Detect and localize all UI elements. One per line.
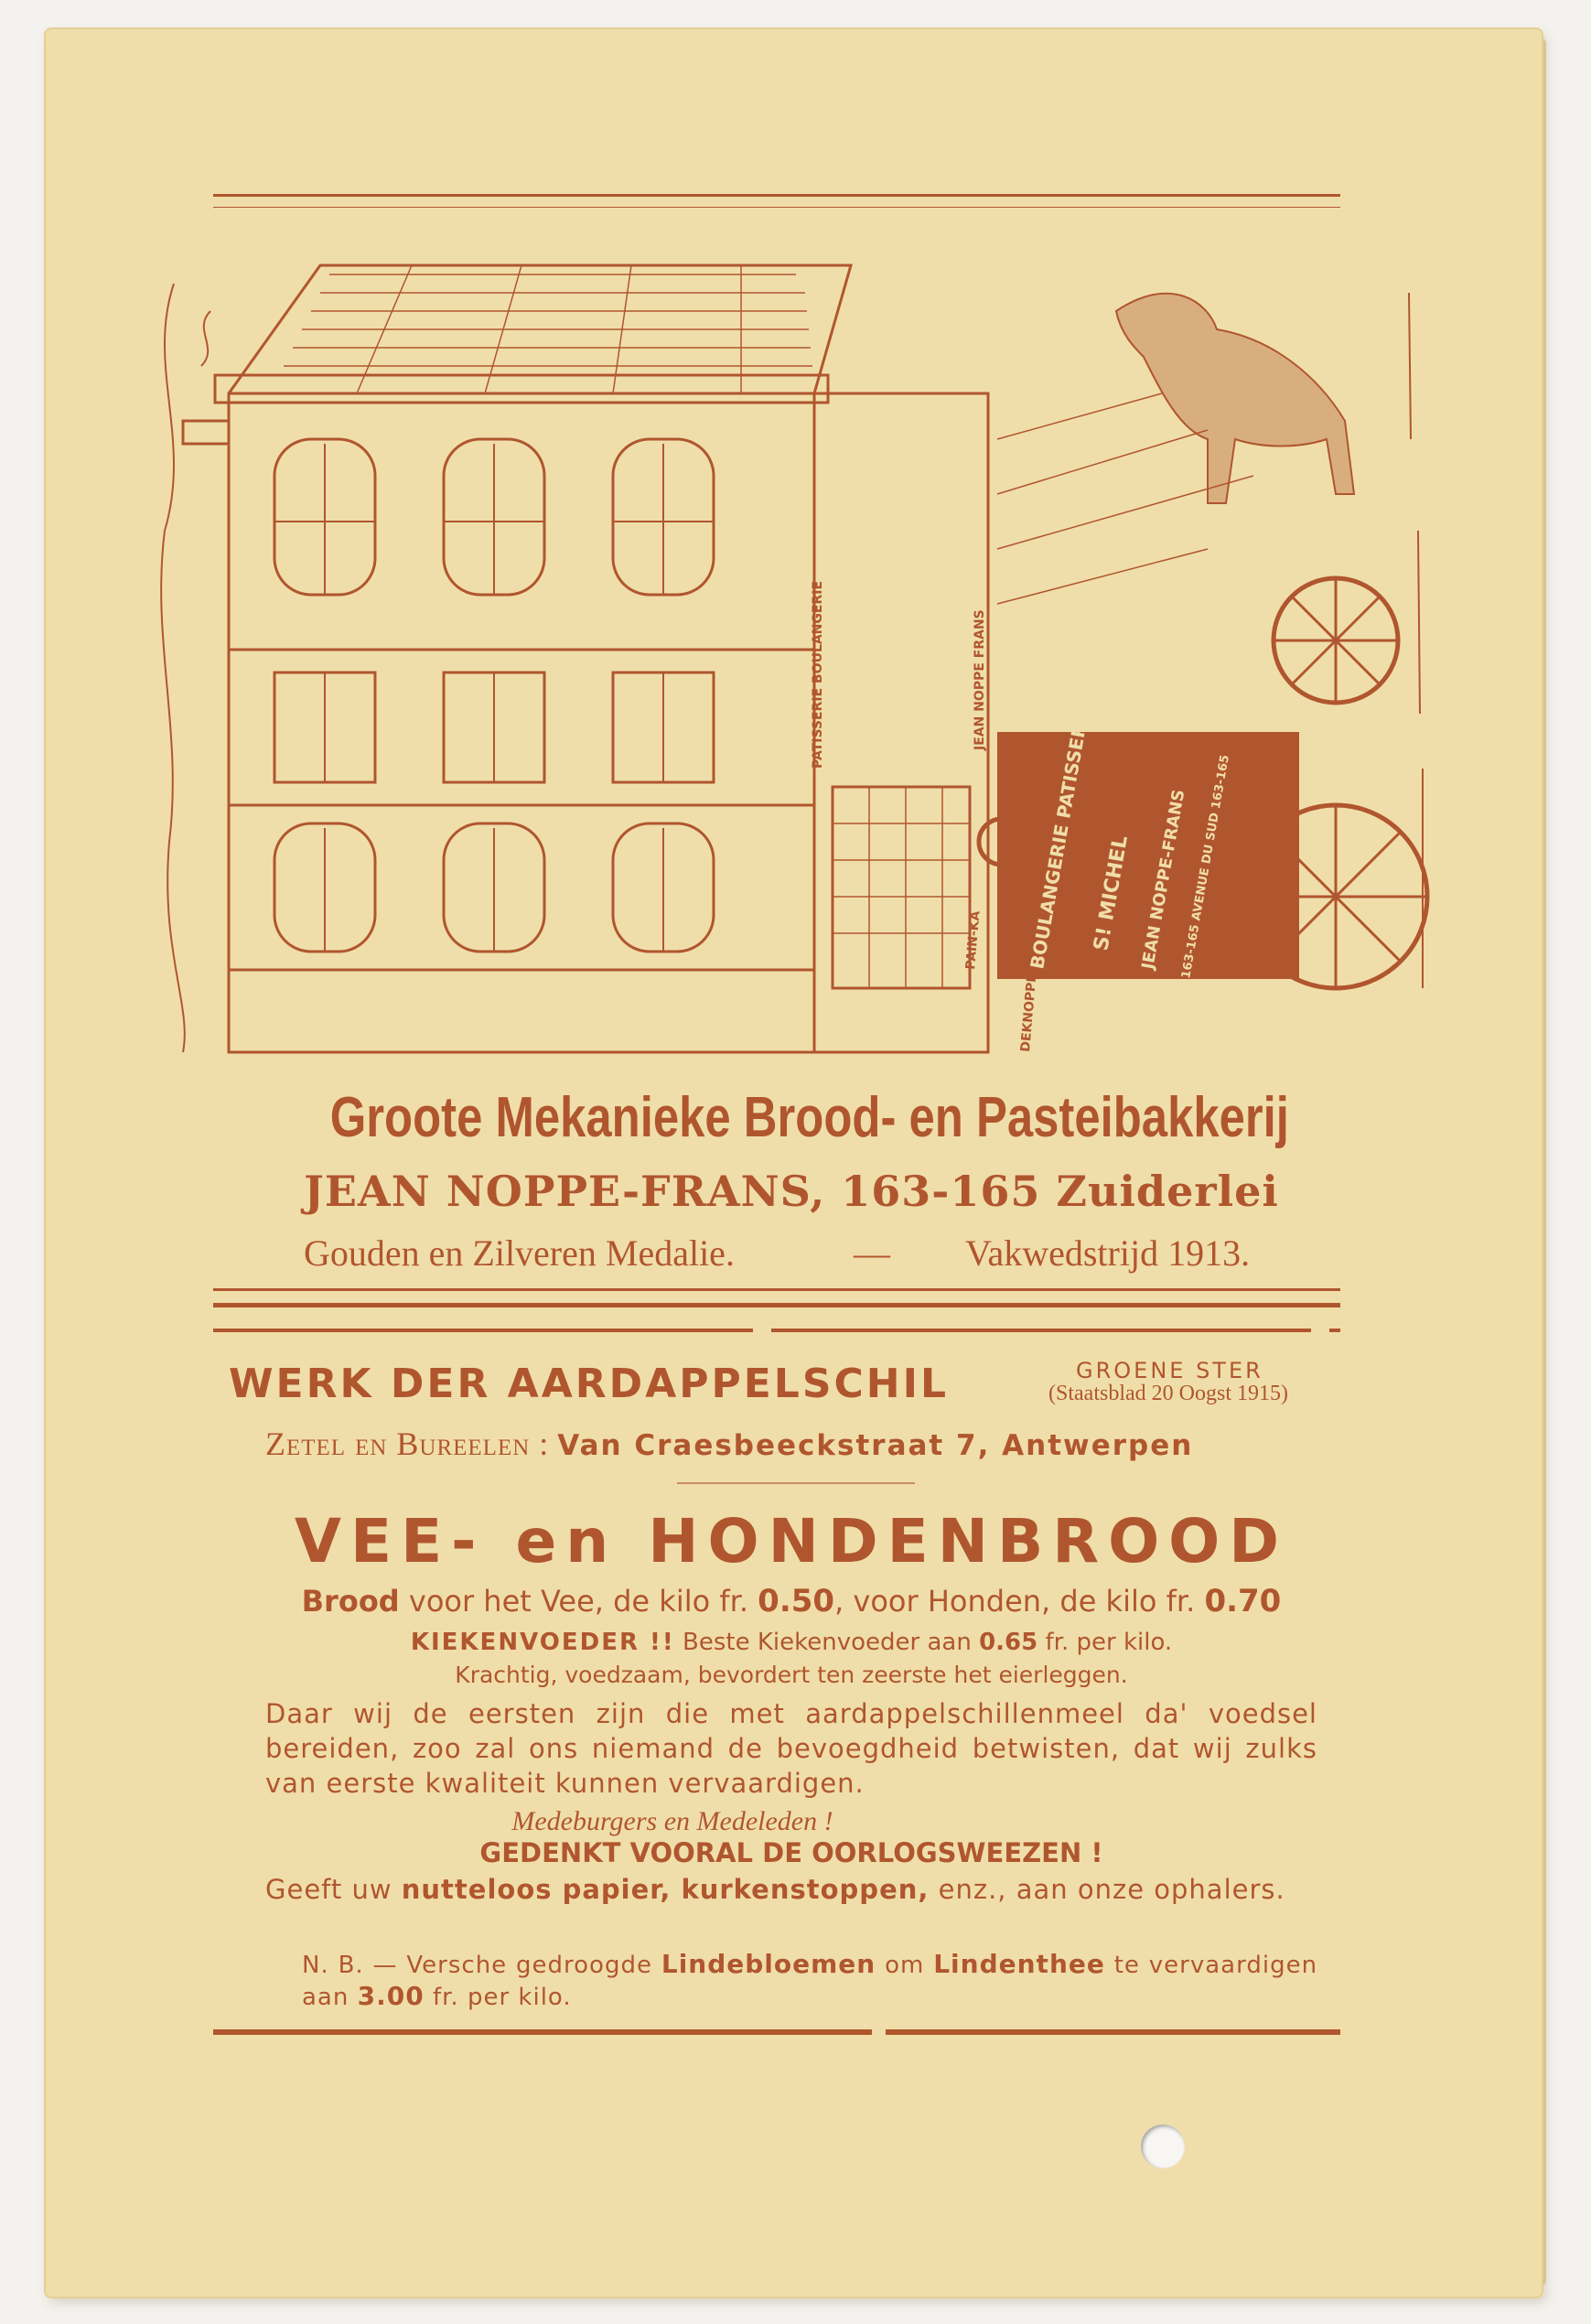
short-divider (677, 1482, 915, 1484)
geeft-post: enz., aan onze ophalers. (938, 1874, 1285, 1905)
price-1: 0.50 (758, 1583, 835, 1619)
cart-label-dek: DEKNOPPE (1018, 973, 1040, 1053)
cart-text-4: 163-165 AVENUE DU SUD 163-165 (1179, 753, 1232, 980)
shop-sign-vertical-2: JEAN NOPPE FRANS (973, 609, 987, 750)
kieken-line (229, 1627, 1354, 1658)
nb-mid: om (885, 1952, 925, 1979)
zetel-line (265, 1424, 1193, 1466)
vee-headline: VEE- en HONDENBROOD (294, 1506, 1289, 1576)
werk-address: Van Craesbeeckstraat 7, Antwerpen (557, 1429, 1194, 1462)
medal-text: Gouden en Zilveren Medalie. (304, 1232, 735, 1274)
paragraph-nb (302, 1949, 1317, 2013)
werk-title: WERK DER AARDAPPELSCHIL (229, 1361, 950, 1407)
nb-price: 3.00 (357, 1981, 425, 2011)
nb-pre: N. B. — Versche gedroogde (302, 1952, 652, 1979)
middle-rule-dashed (213, 1329, 1340, 1332)
kieken-unit: fr. per kilo. (1045, 1629, 1173, 1656)
price-line (229, 1583, 1354, 1619)
kieken-text: Beste Kiekenvoeder aan (683, 1629, 972, 1656)
cart-text-3: JEAN NOPPE-FRANS (1138, 788, 1189, 971)
cart-text-1: BOULANGERIE PATISSERIE (1026, 703, 1094, 971)
nb-lindenthee: Lindenthee (933, 1949, 1105, 1979)
paragraph-1: Daar wij de eersten zijn die met aardappelschillenmeel da' voedsel bereiden, zoo zal ons niemand de bevoegdheid betwisten, dat wij zulks van eerste kwaliteit kunnen vervaardigen. (265, 1698, 1317, 1799)
kieken-price: 0.65 (979, 1629, 1038, 1656)
bakery-owner: JEAN NOPPE-FRANS, 163-165 Zuiderlei (304, 1167, 1279, 1216)
price-brood: Brood (301, 1584, 400, 1619)
middle-rule-thin (213, 1288, 1340, 1291)
medeburgers: Medeburgers en Medeleden ! (511, 1806, 833, 1836)
kieken-line-2: Krachtig, voedzaam, bevordert ten zeerste het eierleggen. (455, 1662, 1128, 1688)
kieken-label: KIEKENVOEDER !! (410, 1629, 675, 1656)
shop-sign-vertical-1: PATISSERIE BOULANGERIE (811, 580, 825, 769)
top-rule (213, 194, 1340, 197)
gedenkt: GEDENKT VOORAL DE OORLOGSWEEZEN ! (479, 1837, 1103, 1868)
middle-rule (213, 1303, 1340, 1307)
contest-text: Vakwedstrijd 1913. (965, 1232, 1251, 1274)
top-rule-thin (213, 207, 1340, 208)
medal-dash: — (854, 1232, 890, 1274)
cart-label-pain: PAIN-KA (963, 909, 984, 971)
geeft-bold: nutteloos papier, kurkenstoppen, (401, 1874, 930, 1905)
paragraph-geeft (265, 1872, 1317, 1907)
nb-post-2: fr. per kilo. (432, 1984, 572, 2011)
nb-post-1: te vervaardigen aan (302, 1952, 1318, 2011)
staatsblad: (Staatsblad 20 Oogst 1915) (1048, 1382, 1288, 1405)
punch-hole (1141, 2125, 1185, 2168)
bakery-building-illustration (156, 256, 1436, 1061)
bottom-rule (213, 2029, 1340, 2035)
price-text-2: , voor Honden, de kilo fr. (834, 1584, 1196, 1619)
nb-lindebloemen: Lindebloemen (661, 1949, 876, 1979)
geeft-pre: Geeft uw (265, 1874, 392, 1905)
bakery-title: Groote Mekanieke Brood- en Pasteibakkerij (329, 1086, 1289, 1149)
groene-ster: GROENE STER (1076, 1358, 1263, 1383)
price-2: 0.70 (1204, 1583, 1282, 1619)
cart-text-2: S! MICHEL (1090, 834, 1134, 953)
zetel-label: Zetel en Bureelen : (265, 1426, 550, 1462)
price-text-1: voor het Vee, de kilo fr. (408, 1584, 748, 1619)
